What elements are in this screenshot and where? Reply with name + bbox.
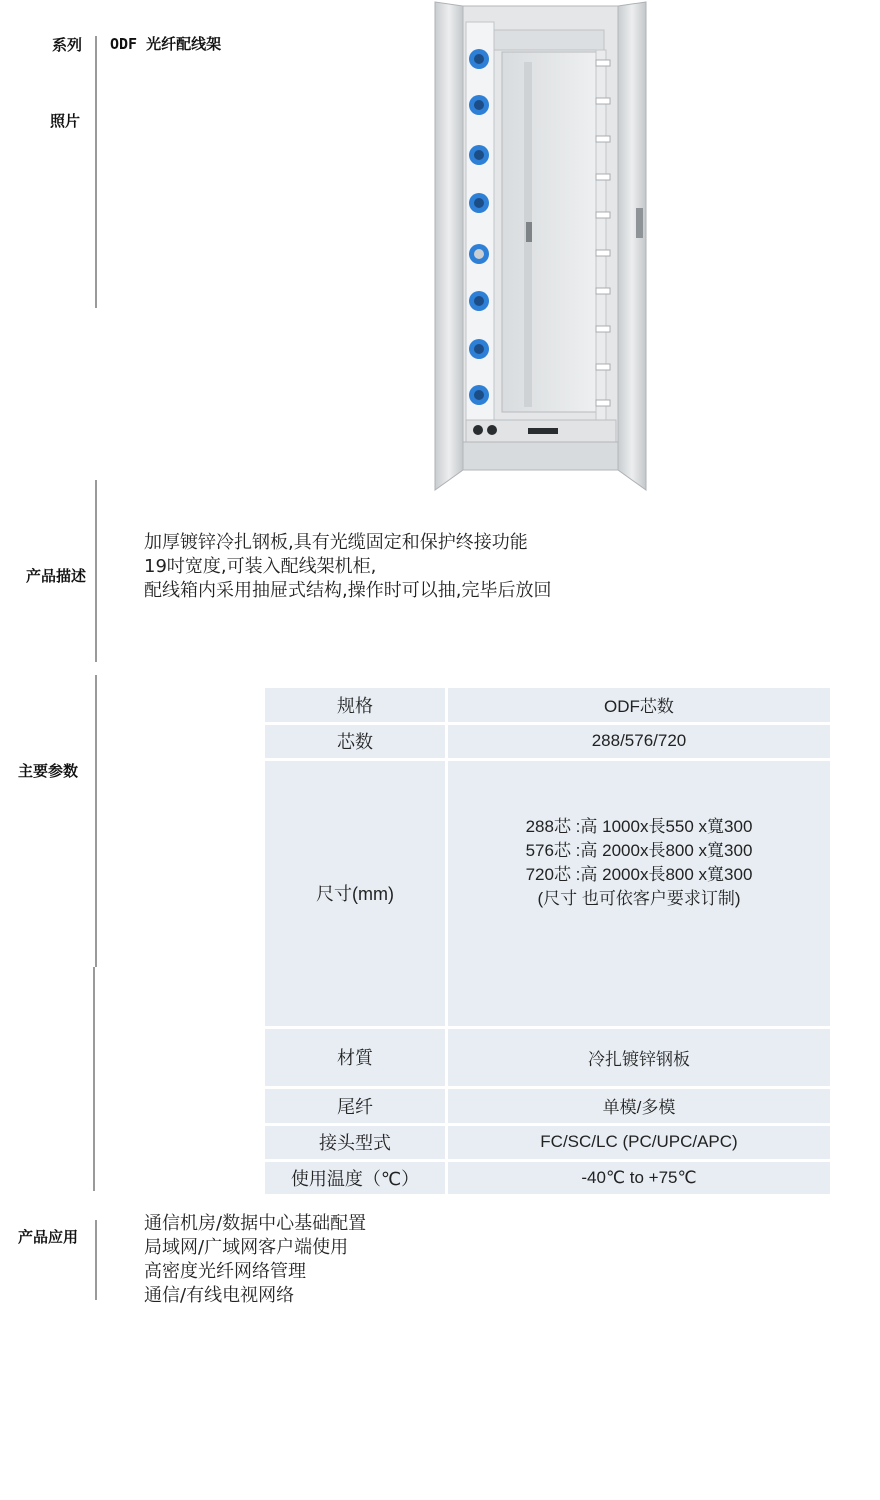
table-row (265, 1027, 830, 1087)
table-row (265, 1087, 830, 1124)
description-line: 19吋宽度,可装入配线架机柜, (144, 556, 377, 577)
application-label: 产品应用 (18, 1228, 79, 1246)
description-label: 产品描述 (26, 567, 87, 585)
description-line: 加厚镀锌冷扎钢板,具有光缆固定和保护终接功能 (144, 532, 528, 553)
spec-value: 单模/多模 (447, 1087, 831, 1124)
spec-key: 芯数 (265, 723, 447, 759)
divider-line (95, 36, 97, 308)
dimension-line: 576芯 :高 2000x長800 x寬300 (525, 841, 753, 860)
photo-label: 照片 (50, 112, 81, 130)
application-text (144, 1212, 366, 1308)
spec-value: 288/576/720 (447, 723, 831, 759)
application-line: 通信机房/数据中心基础配置 (144, 1213, 367, 1234)
spec-value-dimensions (447, 759, 831, 1027)
dimension-line: 720芯 :高 2000x長800 x寬300 (525, 865, 753, 884)
spec-table (265, 688, 830, 1197)
table-row (265, 759, 830, 1027)
spec-key: 使用温度（℃） (265, 1160, 447, 1195)
spec-key: 规格 (265, 688, 447, 723)
divider-line (95, 480, 97, 662)
description-text (144, 531, 551, 603)
spec-value: 冷扎镀锌钢板 (447, 1027, 831, 1087)
dimension-line: (尺寸 也可依客户要求订制) (537, 889, 741, 908)
table-row (265, 1124, 830, 1160)
application-line: 高密度光纤网络管理 (144, 1261, 306, 1282)
table-row (265, 1160, 830, 1195)
table-row (265, 688, 830, 723)
table-row (265, 723, 830, 759)
spec-key: 尺寸(mm) (265, 759, 447, 1027)
application-line: 通信/有线电视网络 (144, 1285, 295, 1306)
params-label: 主要参数 (18, 762, 79, 780)
series-label: 系列 (52, 36, 83, 54)
spec-value: FC/SC/LC (PC/UPC/APC) (447, 1124, 831, 1160)
divider-line (95, 1220, 97, 1300)
spec-key: 接头型式 (265, 1124, 447, 1160)
dimension-line: 288芯 :高 1000x長550 x寬300 (525, 817, 753, 836)
spec-key: 材質 (265, 1027, 447, 1087)
spec-value: ODF芯数 (447, 688, 831, 723)
application-line: 局域网/广域网客户端使用 (144, 1237, 349, 1258)
divider-line (93, 967, 95, 1191)
odf-cabinet-photo (430, 0, 652, 492)
series-value: ODF 光纤配线架 (110, 35, 222, 53)
spec-key: 尾纤 (265, 1087, 447, 1124)
divider-line (95, 675, 97, 967)
description-line: 配线箱内采用抽屉式结构,操作时可以抽,完毕后放回 (144, 580, 552, 601)
spec-value: -40℃ to +75℃ (447, 1160, 831, 1195)
